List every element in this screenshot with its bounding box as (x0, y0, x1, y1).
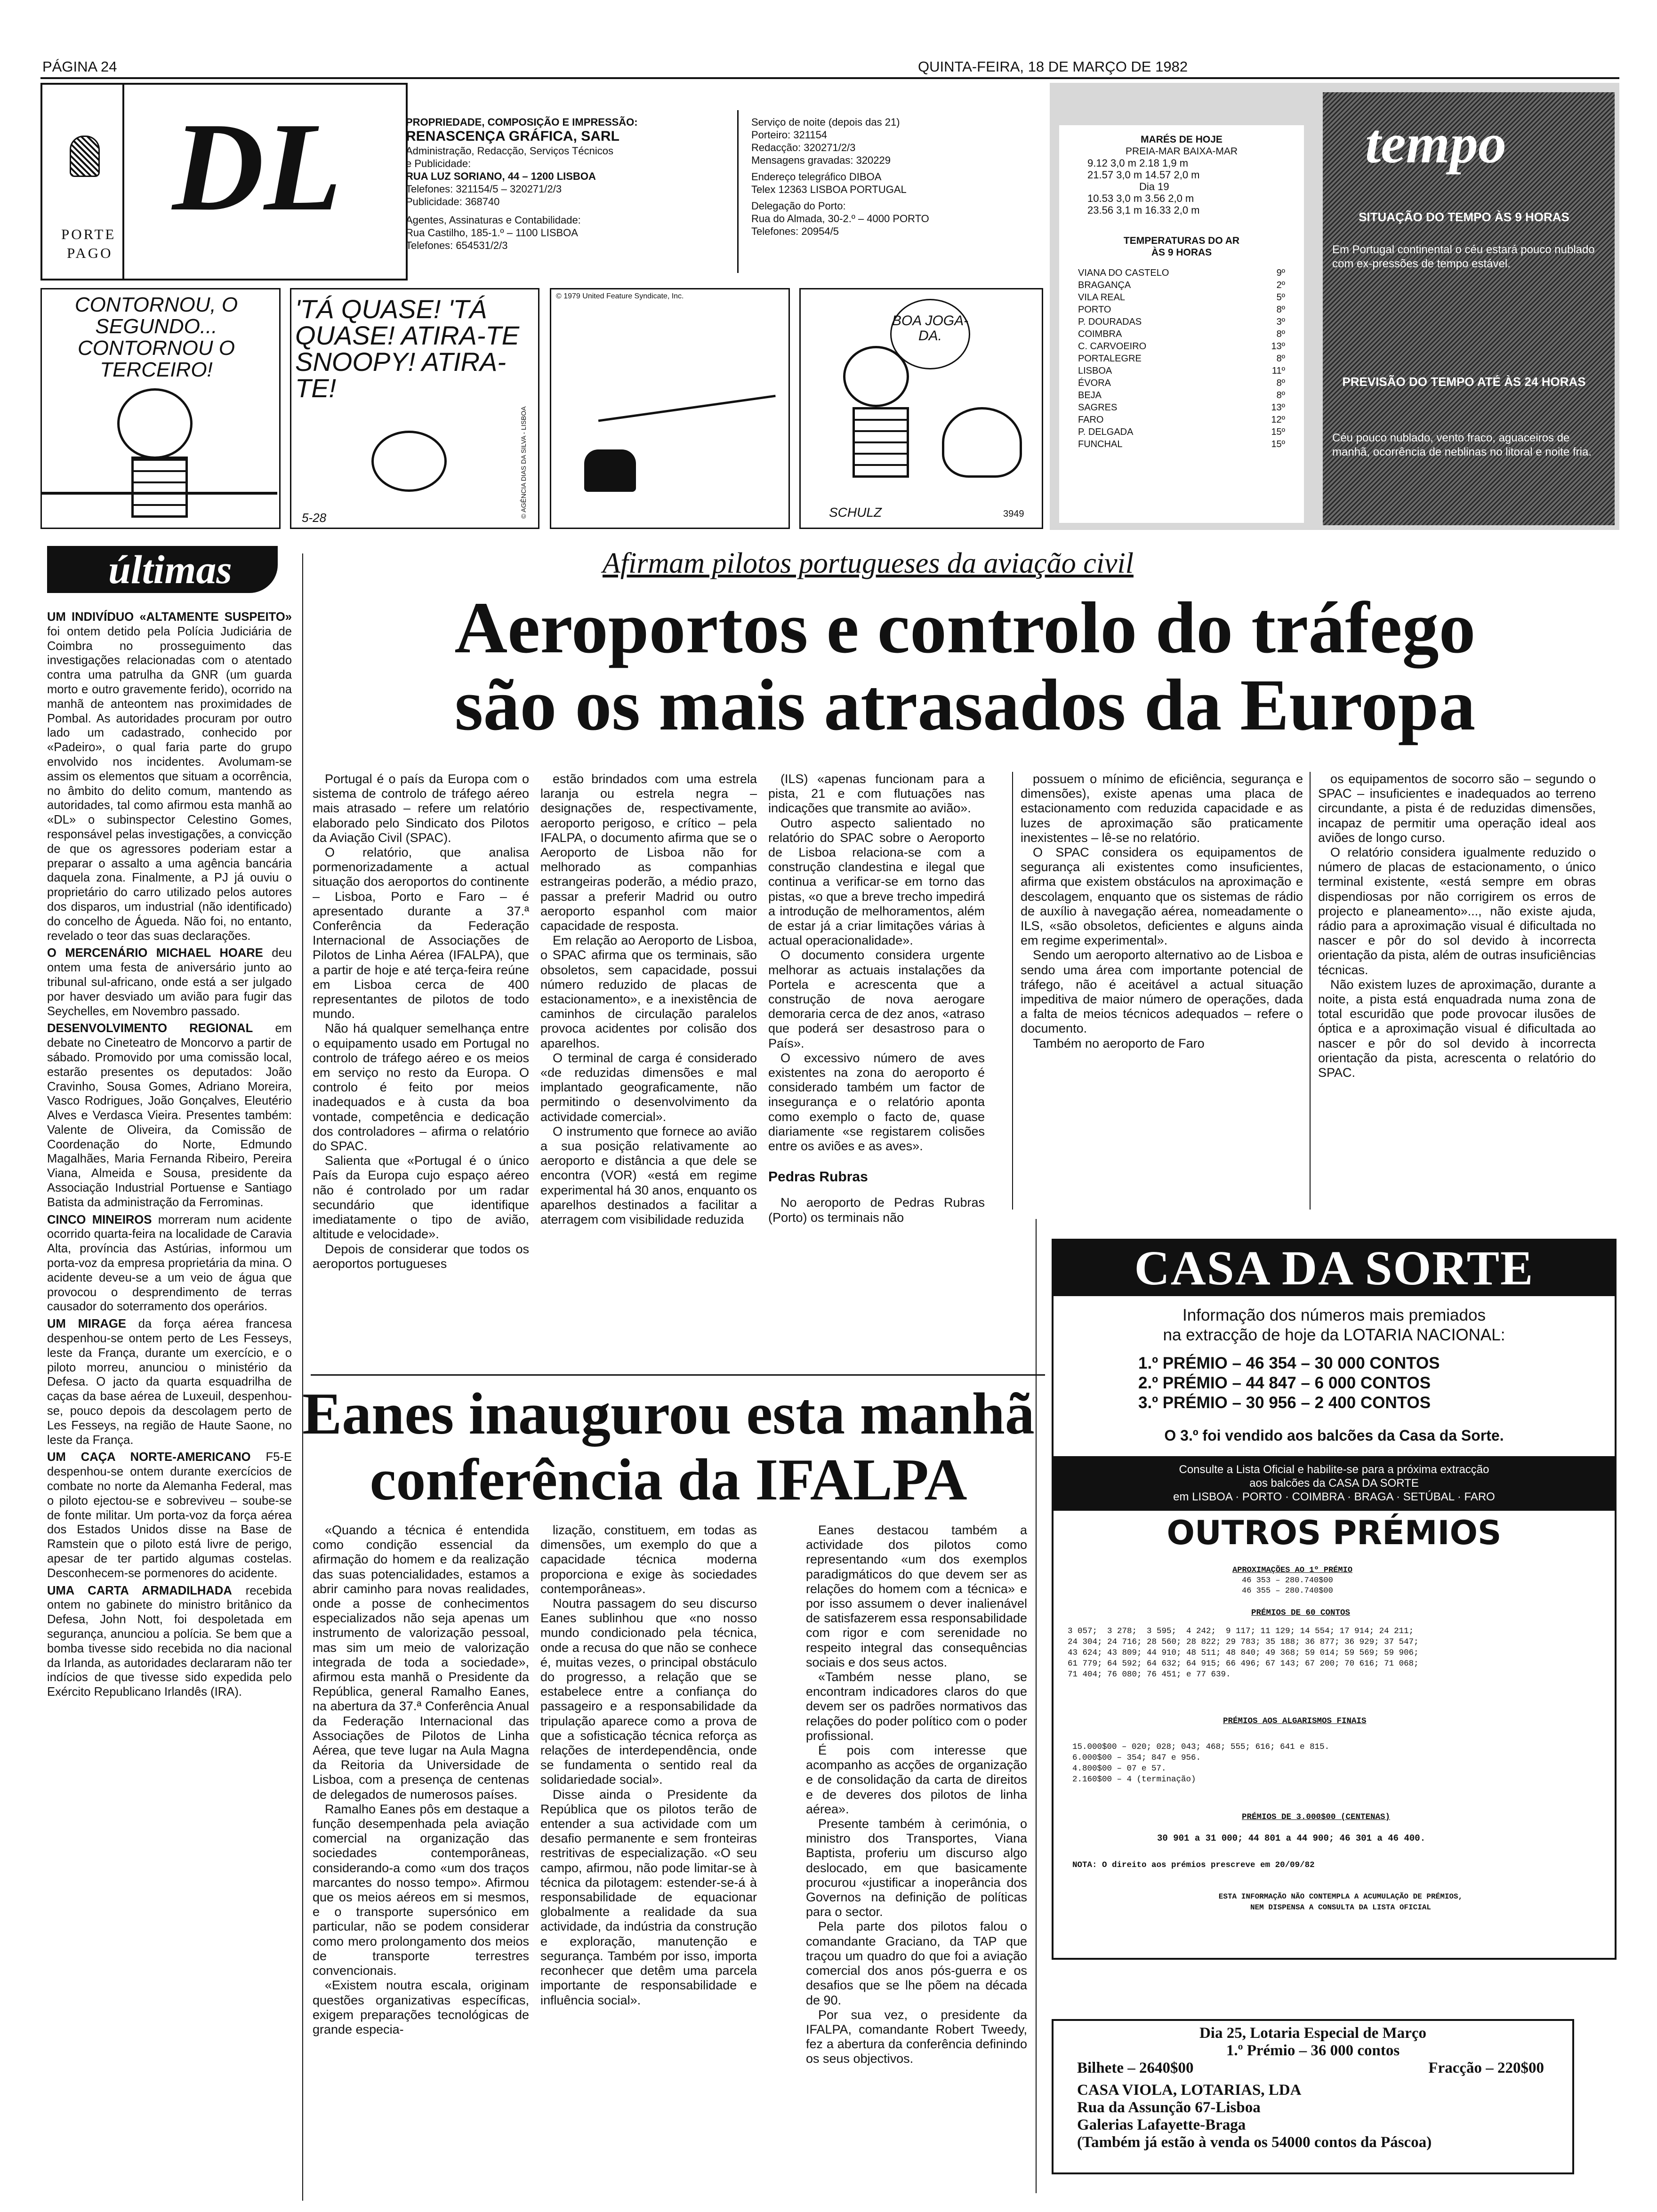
city-name: P. DOURADAS (1078, 317, 1142, 327)
city-temp: 8º (1276, 305, 1285, 315)
ultimas-item-text: recebida ontem no gabinete do ministro britânico da Defesa, John Nott, foi despoletada em segurança, anunciou a polícia. Se bem que a bomba tivesse sido recebida no dia nacional da Irlanda, as autoridades declararam não ter indícios de que tivesse sido expedida pelo Exército Republicano Irlandês (IRA). (47, 1584, 292, 1699)
article1-column-2 (540, 772, 757, 1227)
temperature-list (1069, 267, 1295, 450)
page-number: PÁGINA 24 (42, 58, 117, 75)
article2-headline-line2: conferência da IFALPA (370, 1447, 967, 1513)
article2-column-2 (540, 1523, 757, 2008)
bilhete-price: Bilhete – 2640$00 (1077, 2060, 1194, 2076)
city-name: BEJA (1078, 390, 1102, 401)
article2-headline-line1: Eanes inaugurou esta manhã (302, 1381, 1035, 1447)
article-paragraph: Sendo um aeroporto alternativo ao de Lisboa e sendo uma área com importante potencial de tráfego, não é aceitável a actual situação impeditiva de maior número de operações, dada a falta de meios técnicos adequados – refere o documento. (1021, 948, 1303, 1036)
pago-label: PAGO (67, 245, 113, 261)
casa-prizes: 1.º PRÉMIO – 46 354 – 30 000 CONTOS 2.º PRÉMIO – 44 847 – 6 000 CONTOS 3.º PRÉMIO – 30 956 – 2 400 CONTOS (1138, 1354, 1440, 1412)
postage-emblem-icon (70, 136, 100, 177)
casa-sold-note: O 3.º foi vendido aos balcões da Casa da Sorte. (1164, 1427, 1504, 1444)
article1-column-1 (313, 772, 529, 1271)
comic-panel-1 (40, 288, 281, 529)
city-name: C. CARVOEIRO (1078, 341, 1147, 352)
premios-row: 71 404; 76 080; 76 451; e 77 639. (1068, 1670, 1231, 1679)
city-temperature-row (1078, 401, 1285, 414)
comic-number: 3949 (1003, 509, 1024, 519)
city-name: COIMBRA (1078, 329, 1122, 339)
city-temperature-row (1078, 353, 1285, 365)
ultimas-item-text: deu ontem uma festa de aniversário junto ao tribunal sul-africano, onde está a ser julgado por haver desviado um avião para fugir das Seychelles, em Novembro passado. (47, 946, 292, 1018)
city-temp: 11º (1271, 366, 1285, 376)
article-paragraph: «Também nesse plano, se encontram indicadores claros do que devem ser os padrões normativos das relações do poder político com o poder profissional. (806, 1670, 1027, 1743)
city-temp: 2º (1276, 280, 1285, 290)
article-paragraph: O excessivo número de aves existentes na zona do aeroporto é considerado também um factor de insegurança e o relatório aponta como exemplo o facto de, quase diariamente «se registarem colisões entre os aviões e as aves». (768, 1050, 985, 1154)
outros-premios-title: OUTROS PRÉMIOS (1166, 1514, 1502, 1552)
city-temperature-row (1078, 377, 1285, 389)
city-name: PORTO (1078, 305, 1111, 315)
forecast-title: PREVISÃO DO TEMPO ATÉ ÀS 24 HORAS (1342, 375, 1586, 389)
city-temp: 15º (1271, 427, 1285, 437)
city-temp: 13º (1271, 341, 1285, 352)
publisher-info: PROPRIEDADE, COMPOSIÇÃO E IMPRESSÃO: RENASCENÇA GRÁFICA, SARL Administração, Redacção, Serviços Técnicos e Publicidade: RUA LUZ SORIANO, 44 – 1200 LISBOA Telefones: 321154/5 – 320271/2/3 Publicidade: 368740 Agentes, Assinaturas e Contabilidade: Rua Castilho, 185-1.º – 1100 LISBOA Telefones: 654531/2/3 (406, 116, 638, 251)
city-temperature-row (1078, 328, 1285, 340)
city-temp: 8º (1276, 329, 1285, 339)
city-name: BRAGANÇA (1078, 280, 1131, 290)
city-temp: 15º (1271, 439, 1285, 449)
casa-viola-ad: Dia 25, Lotaria Especial de Março 1.º Prémio – 36 000 contos Bilhete – 2640$00 Fracção – 220$00 CASA VIOLA, LOTARIAS, LDA Rua da Assunção 67-Lisboa Galerias Lafayette-Braga (Também já estão à venda os 54000 contos da Páscoa) (1052, 2019, 1574, 2174)
city-temperature-row (1078, 267, 1285, 279)
porte-label: PORTE (61, 226, 116, 242)
city-temperature-row (1078, 365, 1285, 377)
ultimas-item (47, 1213, 292, 1314)
city-name: SAGRES (1078, 402, 1118, 413)
article-paragraph: Também no aeroporto de Faro (1033, 1036, 1205, 1050)
article-paragraph: Não existem luzes de aproximação, durante a noite, a pista está enquadrada numa zona de total escuridão que pode provocar ilusões de óptica e a aproximação visual é dificultada ao nascer e pôr do sol devido à incorrecta orientação da pista, acrescenta o relatório do SPAC. (1318, 977, 1596, 1080)
premios-row: 3 057; 3 278; 3 595; 4 242; 9 117; 11 129; 14 554; 17 914; 24 211; (1068, 1627, 1414, 1636)
article-paragraph: estão brindados com uma estrela laranja ou estrela negra – designações de, respectivamente, aeroporto perigoso, e crítico – pela IFALPA, o documento afirma que se o Aeroporto de Lisboa não for melhorado as companhias estrangeiras poderão, a médio prazo, passar a preferir Madrid ou outro aeroporto espanhol com maior capacidade de resposta. (540, 772, 757, 933)
article-paragraph: Por sua vez, o presidente da IFALPA, comandante Robert Tweedy, fez a abertura da conferência definindo os seus objectivos. (806, 2007, 1027, 2066)
casa-da-sorte-ad (1052, 1239, 1617, 1960)
city-temperature-row (1078, 316, 1285, 328)
forecast-text: Céu pouco nublado, vento fraco, aguaceiros de manhã, ocorrência de neblinas no litoral e noite fria. (1332, 432, 1592, 458)
city-temp: 8º (1276, 378, 1285, 388)
ultimas-item-heading: O MERCENÁRIO MICHAEL HOARE (47, 946, 263, 960)
article2-column-3 (806, 1523, 1027, 2067)
city-temp: 13º (1271, 402, 1285, 413)
city-temperature-row (1078, 291, 1285, 304)
article-paragraph: Portugal é o país da Europa com o sistema de controlo de tráfego aéreo mais atrasado – refere um relatório elaborado pelo Sindicato dos Pilotos da Aviação Civil (SPAC). (313, 772, 529, 845)
weather-box (1050, 83, 1619, 530)
charlie-brown-figure (117, 388, 193, 459)
tempo-title: tempo (1365, 112, 1506, 175)
city-temp: 12º (1271, 415, 1285, 425)
article-paragraph: «Quando a técnica é entendida como condição essencial da afirmação do homem e da realização das suas potencialidades, estamos a abrir caminho para novas realidades, onde a posse de conhecimentos especializados não seja apenas um instrumento de valorização pessoal, mas sim um meio de valorização integrada de toda a sociedade», afirmou esta manhã o Presidente da República, general Ramalho Eanes, na abertura da 37.ª Conferência Anual da Federação Internacional das Associações de Pilotos de Linha Aérea, que teve lugar na Aula Magna da Reitoria da Universidade de Lisboa, com a presença de centenas de delegados de numerosos países. (313, 1523, 529, 1802)
ultimas-item (47, 946, 292, 1018)
city-name: LISBOA (1078, 366, 1112, 376)
premios-row: 61 779; 64 592; 64 632; 64 915; 66 496; 67 143; 67 200; 70 616; 71 068; (1068, 1659, 1419, 1668)
article-paragraph: Ramalho Eanes pôs em destaque a função desempenhada pela aviação comercial na organização das sociedades contemporâneas, considerando-a como «um dos traços marcantes do nosso tempo». Afirmou que os meios aéreos em si mesmos, e o transporte supersónico em particular, não se podem considerar como mero prolongamento dos meios de transporte terrestres convencionais. (313, 1802, 529, 1978)
ultimas-item (47, 610, 292, 943)
premios-section: PRÉMIOS DE 60 CONTOS 3 057; 3 278; 3 595; 4 242; 9 117; 11 129; 14 554; 17 914; 24 211; 24 304; 24 716; 28 560; 28 822; 29 783; 35 188; 36 877; 36 929; 37 547; 43 624; 43 809; 44 910; 48 511; 48 840; 49 368; 59 014; 59 569; 59 906; 61 779; 64 592; 64 632; 64 915; 66 496; 67 143; 67 200; 70 616; 71 068; 71 404; 76 080; 76 451; e 77 639. (1068, 1608, 1604, 1680)
article-paragraph: Outro aspecto salientado no relatório do SPAC sobre o Aeroporto de Lisboa relaciona-se com a construção clandestina e ilegal que continua a verificar-se em torno das pistas, «o que a breve trecho impedirá a introdução de melhoramentos, além de estar já a criar limitações várias à actual operacionalidade». (768, 816, 985, 948)
article-paragraph: Salienta que «Portugal é o único País da Europa cujo espaço aéreo não é controlado por um radar secundário que identifique imediatamente o tipo de avião, altitude e velocidade». (313, 1154, 529, 1242)
comic-panel-2 (290, 288, 539, 529)
fraccao-price: Fracção – 220$00 (1428, 2060, 1544, 2076)
article1-column-4 (1021, 772, 1303, 1051)
panel4-speech: BOA JOGA-DA. (890, 299, 970, 369)
ultimas-item (47, 1584, 292, 1699)
ultimas-item-text: morreram num acidente ocorrido quarta-feira na localidade de Caravia Alta, província das Astúrias, informou um porta-voz da empresa proprietária da mina. O acidente deveu-se a um veio de água que provocou o desprendimento de terras causador do soterramento dos operários. (47, 1213, 292, 1314)
article-paragraph: Disse ainda o Presidente da República que os pilotos terão de entender a sua actividade com um desafio permanente e sem fronteiras restritivas de especialização. «O seu campo, afirmou, não pode limitar-se à técnica da pilotagem: estender-se-á à responsabilidade de equacionar globalmente a realidade da sua actividade, da indústria da construção e exploração, manutenção e segurança. Também por isso, importa reconhecer que detêm uma parcela importante de responsabilidade e influência social». (540, 1787, 757, 2007)
service-info: Serviço de noite (depois das 21) Porteiro: 321154 Redacção: 320271/2/3 Mensagens gravadas: 320229 Endereço telegráfico DIBOA Telex 12363 LISBOA PORTUGAL Delegação do Porto: Rua do Almada, 30-2.º – 4000 PORTO Telefones: 20954/5 (751, 116, 929, 237)
city-temp: 8º (1276, 353, 1285, 364)
premios-row: 24 304; 24 716; 28 560; 28 822; 29 783; 35 188; 36 877; 36 929; 37 547; (1068, 1637, 1419, 1647)
casa-info: Informação dos números mais premiados na extracção de hoje da LOTARIA NACIONAL: (1163, 1306, 1505, 1344)
comic-date: 5-28 (302, 511, 327, 525)
ultimas-item-heading: DESENVOLVIMENTO REGIONAL (47, 1022, 253, 1035)
casa-title: CASA DA SORTE (1054, 1241, 1615, 1296)
article1-column-3: (ILS) «apenas funcionam para a pista, 21 e com flutuações nas indicações que transmite ao avião». Outro aspecto salientado no relatório do SPAC sobre o Aeroporto de Lisboa relaciona-se com a construção clandestina e ilegal que continua a verificar-se em torno das pistas, «o que a breve trecho impedirá a introdução de melhoramentos, além de estar já a criar limitações várias à actual operacionalidade». O documento considera urgente melhorar as actuais instalações da Portela e acrescenta que a construção de nova aerogare demoraria cerca de dez anos, «atraso que poderá ser desastroso para o País». O excessivo número de aves existentes na zona do aeroporto é considerado também um factor de insegurança e o relatório aponta como exemplo o facto de, quase diariamente «se registarem colisões entre os aviões e as aves». Pedras Rubras No aeroporto de Pedras Rubras (Porto) os terminais não (768, 772, 985, 1225)
snoopy-figure (942, 407, 1022, 478)
article-paragraph: O relatório considera igualmente reduzido o número de placas de estacionamento, o único terminal existente, «está sempre em obras dispendiosas por não corrigirem os erros de projecto e planeamento»..., não existe ajuda, rádio para a aproximação visual é dificultada no nascer e pôr do sol devido à incorrecta orientação da pista, além de outras insuficiências técnicas. (1318, 845, 1596, 977)
article1-headline-line2: são os mais atrasados da Europa (454, 664, 1476, 745)
ultimas-column (47, 610, 292, 1702)
city-temp: 5º (1276, 292, 1285, 303)
article-paragraph: Pela parte dos pilotos falou o comandante Graciano, da TAP que traçou um quadro do que foi a aviação comercial dos anos pós-guerra e os desafios que se lhe põem na década de 90. (806, 1919, 1027, 2007)
comic-panel-4 (799, 288, 1043, 529)
article-paragraph: Em relação ao Aeroporto de Lisboa, o SPAC afirma que os terminais, são obsoletos, sem capacidade, possui número reduzido de placas de estacionamento», e a inexistência de caminhos de circulação paralelos provoca acidentes por colisão dos aparelhos. (540, 933, 757, 1050)
city-temp: 8º (1276, 390, 1285, 401)
premios-row: 43 624; 43 809; 44 910; 48 511; 48 840; 49 368; 59 014; 59 569; 59 906; (1068, 1648, 1419, 1658)
panel2-speech: 'TÁ QUASE! 'TÁ QUASE! ATIRA-TE SNOOPY! ATIRA-TE! (295, 294, 520, 403)
city-name: P. DELGADA (1078, 427, 1134, 437)
article-paragraph: (ILS) «apenas funcionam para a pista, 21 e com flutuações nas indicações que transmite ao avião». (768, 772, 985, 816)
dl-logo: DL (172, 96, 342, 237)
city-temperature-row (1078, 414, 1285, 426)
situation-text: Em Portugal continental o céu estará pouco nublado com ex-pressões de tempo estável. (1332, 243, 1595, 270)
ultimas-item-heading: CINCO MINEIROS (47, 1213, 152, 1226)
city-name: FUNCHAL (1078, 439, 1123, 449)
article2-column-1 (313, 1523, 529, 2037)
city-temperature-row (1078, 340, 1285, 353)
city-temp: 3º (1276, 317, 1285, 327)
city-temperature-row (1078, 304, 1285, 316)
centenas-section: PRÉMIOS DE 3.000$00 (CENTENAS) 30 901 a 31 000; 44 801 a 44 900; 46 301 a 46 400. NOTA: O direito aos prémios prescreve em 20/09/82 ESTA INFORMAÇÃO NÃO CONTEMPLA A ACUMULAÇÃO DE PRÉMIOS, NEM DISPENSA A CONSULTA DA LISTA OFICIAL (1072, 1812, 1463, 1912)
city-name: PORTALEGRE (1078, 353, 1142, 364)
article-paragraph: lização, constituem, em todas as dimensões, um exemplo do que a capacidade técnica moderna proporciona e exige às sociedades contemporâneas». (540, 1523, 757, 1596)
masthead-postage-box (40, 83, 408, 281)
city-temp: 9º (1276, 268, 1285, 278)
city-name: VIANA DO CASTELO (1078, 268, 1169, 278)
premios-list (1068, 1626, 1604, 1680)
panel1-speech: CONTORNOU, O SEGUNDO... CONTORNOU O TERCEIRO! (74, 293, 238, 381)
ultimas-item (47, 1317, 292, 1447)
article-paragraph: Presente também à cerimónia, o ministro dos Transportes, Viana Baptista, proferiu um discurso algo deslocado, em que basicamente procurou «justificar a inoperância dos Governos na definição de políticas para o sector. (806, 1817, 1027, 1919)
city-temperature-row (1078, 279, 1285, 291)
page-date: QUINTA-FEIRA, 18 DE MARÇO DE 1982 (918, 58, 1188, 75)
ultimas-item-heading: UM INDIVÍDUO «ALTAMENTE SUSPEITO» (47, 610, 292, 624)
comic-strip (40, 288, 1043, 529)
city-name: FARO (1078, 415, 1104, 425)
article-paragraph: Depois de considerar que todos os aeroportos portugueses (313, 1242, 529, 1271)
city-name: ÉVORA (1078, 378, 1111, 388)
casa-consult: Consulte a Lista Oficial e habilite-se para a próxima extracção aos balcões da CASA DA SORTE em LISBOA · PORTO · COIMBRA · BRAGA · SETÚBAL · FARO (1054, 1456, 1615, 1511)
article1-headline-line1: Aeroportos e controlo do tráfego (454, 587, 1476, 668)
ultimas-item (47, 1021, 292, 1210)
ultimas-item (47, 1450, 292, 1580)
ultimas-item-text: F5-E despenhou-se ontem durante exercícios de combate no norte da Alemanha Federal, mas o piloto ejectou-se e sobreviveu – soube-se de fonte militar. Um porta-voz da força aérea dos Estados Unidos disse na Base de Ramstein que o piloto está livre de perigo, apesar de ter partido algumas costelas. Desconhecem-se pormenores do acidente. (47, 1451, 292, 1580)
article-paragraph: O terminal de carga é considerado «de reduzidas dimensões e mal implantado geograficamente, não permitindo o desenvolvimento da actividade comercial». (540, 1050, 757, 1124)
comic-copyright: © 1979 United Feature Syndicate, Inc. (556, 292, 684, 300)
article-paragraph: «Existem noutra escala, originam questões organizativas específicas, exigem preparações tecnológicas de grande especia- (313, 1978, 529, 2036)
article-paragraph: Não há qualquer semelhança entre o equipamento usado em Portugal no controlo de tráfego aéreo e os meios em serviço no resto da Europa. O controlo é feito por meios inadequados e à custa da boa vontade, competência e dedicação dos controladores – afirma o relatório do SPAC. (313, 1021, 529, 1154)
city-temperature-row (1078, 438, 1285, 450)
ultimas-title: últimas (108, 547, 232, 592)
article-paragraph: É pois com interesse que acompanho as acções de organização e de consolidação da carta de direitos e de deveres dos pilotos de linha aérea». (806, 1743, 1027, 1816)
article1-kicker: Afirmam pilotos portugueses da aviação civil (603, 547, 1134, 579)
article-paragraph: O documento considera urgente melhorar as actuais instalações da Portela e acrescenta que a construção de nova aerogare demoraria cerca de dez anos, «atraso que poderá ser desastroso para o País». (768, 948, 985, 1050)
city-name: VILA REAL (1078, 292, 1126, 303)
ultimas-item-text: em debate no Cineteatro de Moncorvo a partir de sábado. Promovido por uma comissão local, estarão presentes os deputados: João Cravinho, Sousa Gomes, Adriano Moreira, Vasco Rodrigues, João Gonçalves, Eleutério Alves e Verdasca Vieira. Presentes também: Valente de Oliveira, da Comissão de Coordenação do Norte, Edmundo Magalhães, Maria Fernanda Ribeiro, Pereira Viana, Almeida e Sousa, presidente da Associação Industrial Portuense e Santiago Batista da administração da Ferrominas. (47, 1022, 292, 1209)
article-paragraph: O instrumento que fornece ao avião a sua posição relativamente ao aeroporto e distância a que dele se encontra (VOR) «está em regime experimental há 30 anos, enquanto os aparelhos destinados a facilitar a aterragem com visibilidade reduzida (540, 1124, 757, 1227)
article-paragraph: Eanes destacou também a actividade dos pilotos como representando «um dos exemplos paradigmáticos do que devem ser as relações do homem com a técnica» e por isso assumem o dever inalienável de satisfazerem essa responsabilidade com rigor e com serenidade no respeito integral das consequências sociais e dos seus actos. (806, 1523, 1027, 1669)
article-paragraph: O SPAC considera os equipamentos de segurança ali existentes como insuficientes, afirma que existem obstáculos na aproximação e descolagem, enquanto que os sistemas de rádio de auxílio à navegação aérea, nomeadamente o ILS, «são obsoletos, deficientes e alguns ainda em regime experimental». (1021, 845, 1303, 948)
situation-title: SITUAÇÃO DO TEMPO ÀS 9 HORAS (1359, 210, 1569, 224)
ultimas-item-heading: UM CAÇA NORTE-AMERICANO (47, 1451, 251, 1464)
article-paragraph: O relatório, que analisa pormenorizadamente a actual situação dos aeroportos do continente – Lisboa, Porto e Faro – é apresentado durante a 37.ª Conferência da Federação Internacional de Associações de Pilotos de Linha Aérea (IFALPA), que a partir de hoje e até terça-feira reúne em Lisboa cerca de 400 representantes de pilotos de todo mundo. (313, 845, 529, 1021)
schulz-signature: SCHULZ (829, 505, 882, 520)
ultimas-item-heading: UM MIRAGE (47, 1317, 126, 1331)
ultimas-item-heading: UMA CARTA ARMADILHADA (47, 1584, 232, 1597)
aprox-section: APROXIMAÇÕES AO 1º PRÉMIO 46 353 – 280.740$00 46 355 – 280.740$00 (1232, 1566, 1353, 1595)
article-paragraph: Noutra passagem do seu discurso Eanes sublinhou que «no nosso mundo condicionado pela técnica, onde a recusa do que não se conhece é, muitas vezes, o principal obstáculo do progresso, a relação que se estabelece entre a confiança do passageiro e a responsabilidade da tripulação aparece como a prova de que a sofisticação técnica reforça as relações de interdependência, onde se fundamenta o sentido real da solidariedade social». (540, 1596, 757, 1787)
tides-panel: MARÉS DE HOJE PREIA-MAR BAIXA-MAR 9.12 3,0 m 2.18 1,9 m 21.57 3,0 m 14.57 2,0 m Dia 19 10.53 3,0 m 3.56 2,0 m 23.56 3,1 m 16.33 2,0 m TEMPERATURAS DO AR ÀS 9 HORAS VIANA DO CASTELO 9º BRAGANÇA 2º VILA REAL 5º PORTO 8º P. DOURADAS 3º COIMBRA 8º C. CARVOEIRO 13º PORTALEGRE 8º LISBOA 11º ÉVORA 8º BEJA 8º SAGRES 13º FARO 12º P. DELGADA 15º FUNCHAL 15º (1059, 125, 1304, 523)
comic-agency: © AGÊNCIA DIAS DA SILVA - LISBOA (520, 406, 527, 519)
city-temperature-row (1078, 426, 1285, 438)
city-temperature-row (1078, 389, 1285, 401)
ultimas-item-text: da força aérea francesa despenhou-se ontem perto de Les Fesseys, leste da França, durante um exercício, e o piloto morreu, anunciou o ministério da Defesa. O jacto da quarta esquadrilha de caças da base aérea de Luxeuil, despenhou-se, pouco depois da descolagem perto de Les Fesseys, na região de Haute Saone, no leste da França. (47, 1317, 292, 1447)
algarismos-section: PRÉMIOS AOS ALGARISMOS FINAIS 15.000$00 – 020; 028; 043; 468; 555; 616; 641 e 815. 6.000$00 – 354; 847 e 956. 4.800$00 – 07 e 57. 2.160$00 – 4 (terminação) (1072, 1716, 1367, 1784)
article-paragraph: possuem o mínimo de eficiência, segurança e dimensões), existe apenas uma placa de estacionamento com reduzida capacidade e as luzes de aproximação são praticamente inexistentes – lê-se no relatório. (1021, 772, 1303, 845)
article-paragraph: os equipamentos de socorro são – segundo o SPAC – insuficientes e inadequados ao terreno circundante, a pista é de reduzidas dimensões, incapaz de permitir uma operação ideal aos aviões de longo curso. (1318, 772, 1596, 845)
ultimas-item-text: foi ontem detido pela Polícia Judiciária de Coimbra no prosseguimento das investigações relacionadas com o atentado contra uma patrulha da GNR (um guarda morto e outro gravemente ferido), ocorrido na manhã de anteontem nas proximidades de Pombal. As autoridades procuram por outro lado um cadastrado, conhecido por «Padeiro», o qual faria parte do grupo envolvido nos incidentes. Avolumam-se assim os elementos que situam a ocorrência, no âmbito do delito comum, mantendo as autoridades, tal como afirmou esta manhã ao «DL» o subinspector Celestino Gomes, responsável pelas investigações, a convicção de que os agressores poderiam estar a preparar o assalto a uma agência bancária daquela zona. Finalmente, a PJ já ouviu o proprietário do carro utilizado pelos autores dos disparos, um industrial (não identificado) do concelho de Águeda. Não foi, no entanto, revelado o teor das suas declarações. (47, 625, 292, 943)
comic-panel-3 (550, 288, 790, 529)
article1-column-5 (1318, 772, 1596, 1080)
